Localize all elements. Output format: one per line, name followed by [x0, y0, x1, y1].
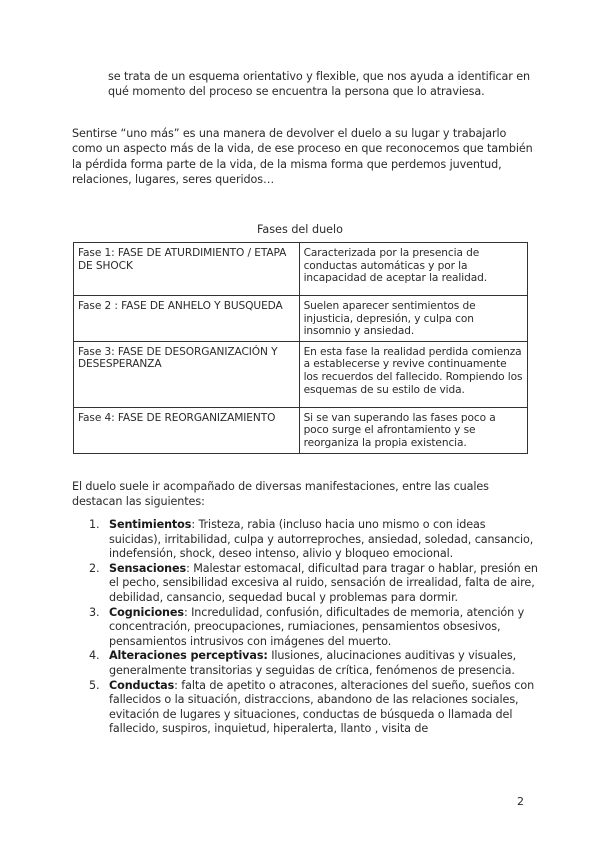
list-term: Cogniciones	[109, 605, 184, 619]
phase-description-cell: Si se van superando las fases poco a poco surge el afrontamiento y se reorganiza la propia existencia.	[299, 407, 527, 453]
manifestations-list	[84, 518, 540, 737]
manifestations-intro-paragraph: El duelo suele ir acompañado de diversas manifestaciones, entre las cuales destacan las siguientes:	[72, 480, 489, 509]
table-row	[74, 341, 528, 407]
list-number: 5.	[89, 678, 100, 692]
list-text: Ilusiones, alucinaciones auditivas y visuales, generalmente transitorias y seguidas de crítica, fenómenos de presencia.	[109, 649, 517, 677]
phase-description-cell: En esta fase la realidad perdida comienza a establecerse y revive continuamente los recuerdos del fallecido. Rompiendo los esquemas de su estilo de vida.	[299, 341, 527, 407]
list-text: : falta de apetito o atracones, alteraciones del sueño, sueños con fallecidos o la situación, distraccions, abandono de las relaciones sociales, evitación de lugares y situaciones, conductas de búsqueda o llamada del fallecido, suspiros, inquietud, hiperalerta, llanto , visita de	[109, 678, 535, 736]
phase-description-cell: Caracterizada por la presencia de conductas automáticas y por la incapacidad de aceptar la realidad.	[299, 243, 527, 296]
phase-name-cell: Fase 3: FASE DE DESORGANIZACIÓN Y DESESPERANZA	[74, 341, 300, 407]
grief-phases-table	[73, 242, 528, 454]
list-item	[84, 679, 540, 737]
list-item	[84, 606, 540, 650]
list-term: Sensaciones	[109, 561, 187, 575]
phase-name-cell: Fase 1: FASE DE ATURDIMIENTO / ETAPA DE SHOCK	[74, 243, 300, 296]
list-number: 4.	[89, 649, 100, 663]
table-row	[74, 243, 528, 296]
list-term: Sentimientos	[109, 518, 192, 531]
list-number: 2.	[89, 561, 100, 575]
phase-name-cell: Fase 2 : FASE DE ANHELO Y BUSQUEDA	[74, 296, 300, 342]
list-item	[84, 562, 540, 606]
list-text: : Malestar estomacal, dificultad para tragar o hablar, presión en el pecho, sensibilidad excesiva al ruido, sensación de irrealidad, falta de aire, debilidad, cansancio, sequedad bucal y problemas para dormir.	[109, 561, 538, 604]
phase-name-cell: Fase 4: FASE DE REORGANIZAMIENTO	[74, 407, 300, 453]
table-caption: Fases del duelo	[256, 223, 344, 236]
list-number: 3.	[89, 605, 100, 619]
phase-description-cell: Suelen aparecer sentimientos de injusticia, depresión, y culpa con insomnio y ansiedad.	[299, 296, 527, 342]
list-text: : Tristeza, rabia (incluso hacia uno mismo o con ideas suicidas), irritabilidad, culpa y autorreproches, ansiedad, soledad, cansancio, indefensión, shock, deseo intenso, alivio y bloqueo emocional.	[109, 518, 534, 561]
list-number: 1.	[89, 518, 100, 531]
list-term: Alteraciones perceptivas:	[109, 649, 268, 663]
list-text: : Incredulidad, confusión, dificultades de memoria, atención y concentración, preocupaciones, rumiaciones, pensamientos obsesivos, pensamientos intrusivos con imágenes del muerto.	[109, 605, 525, 648]
table-row	[74, 407, 528, 453]
intro-paragraph: se trata de un esquema orientativo y flexible, que nos ayuda a identificar en qué momento del proceso se encuentra la persona que lo atraviesa.	[108, 70, 531, 99]
list-item	[84, 518, 540, 562]
table-row	[74, 296, 528, 342]
list-item	[84, 649, 540, 678]
grief-paragraph: Sentirse “uno más” es una manera de devolver el duelo a su lugar y trabajarlo como un aspecto más de la vida, de ese proceso en que reconocemos que también la pérdida forma parte de la vida, de la misma forma que perdemos juventud, relaciones, lugares, seres queridos…	[72, 127, 533, 187]
list-term: Conductas	[109, 678, 175, 692]
page-number: 2	[517, 795, 524, 808]
